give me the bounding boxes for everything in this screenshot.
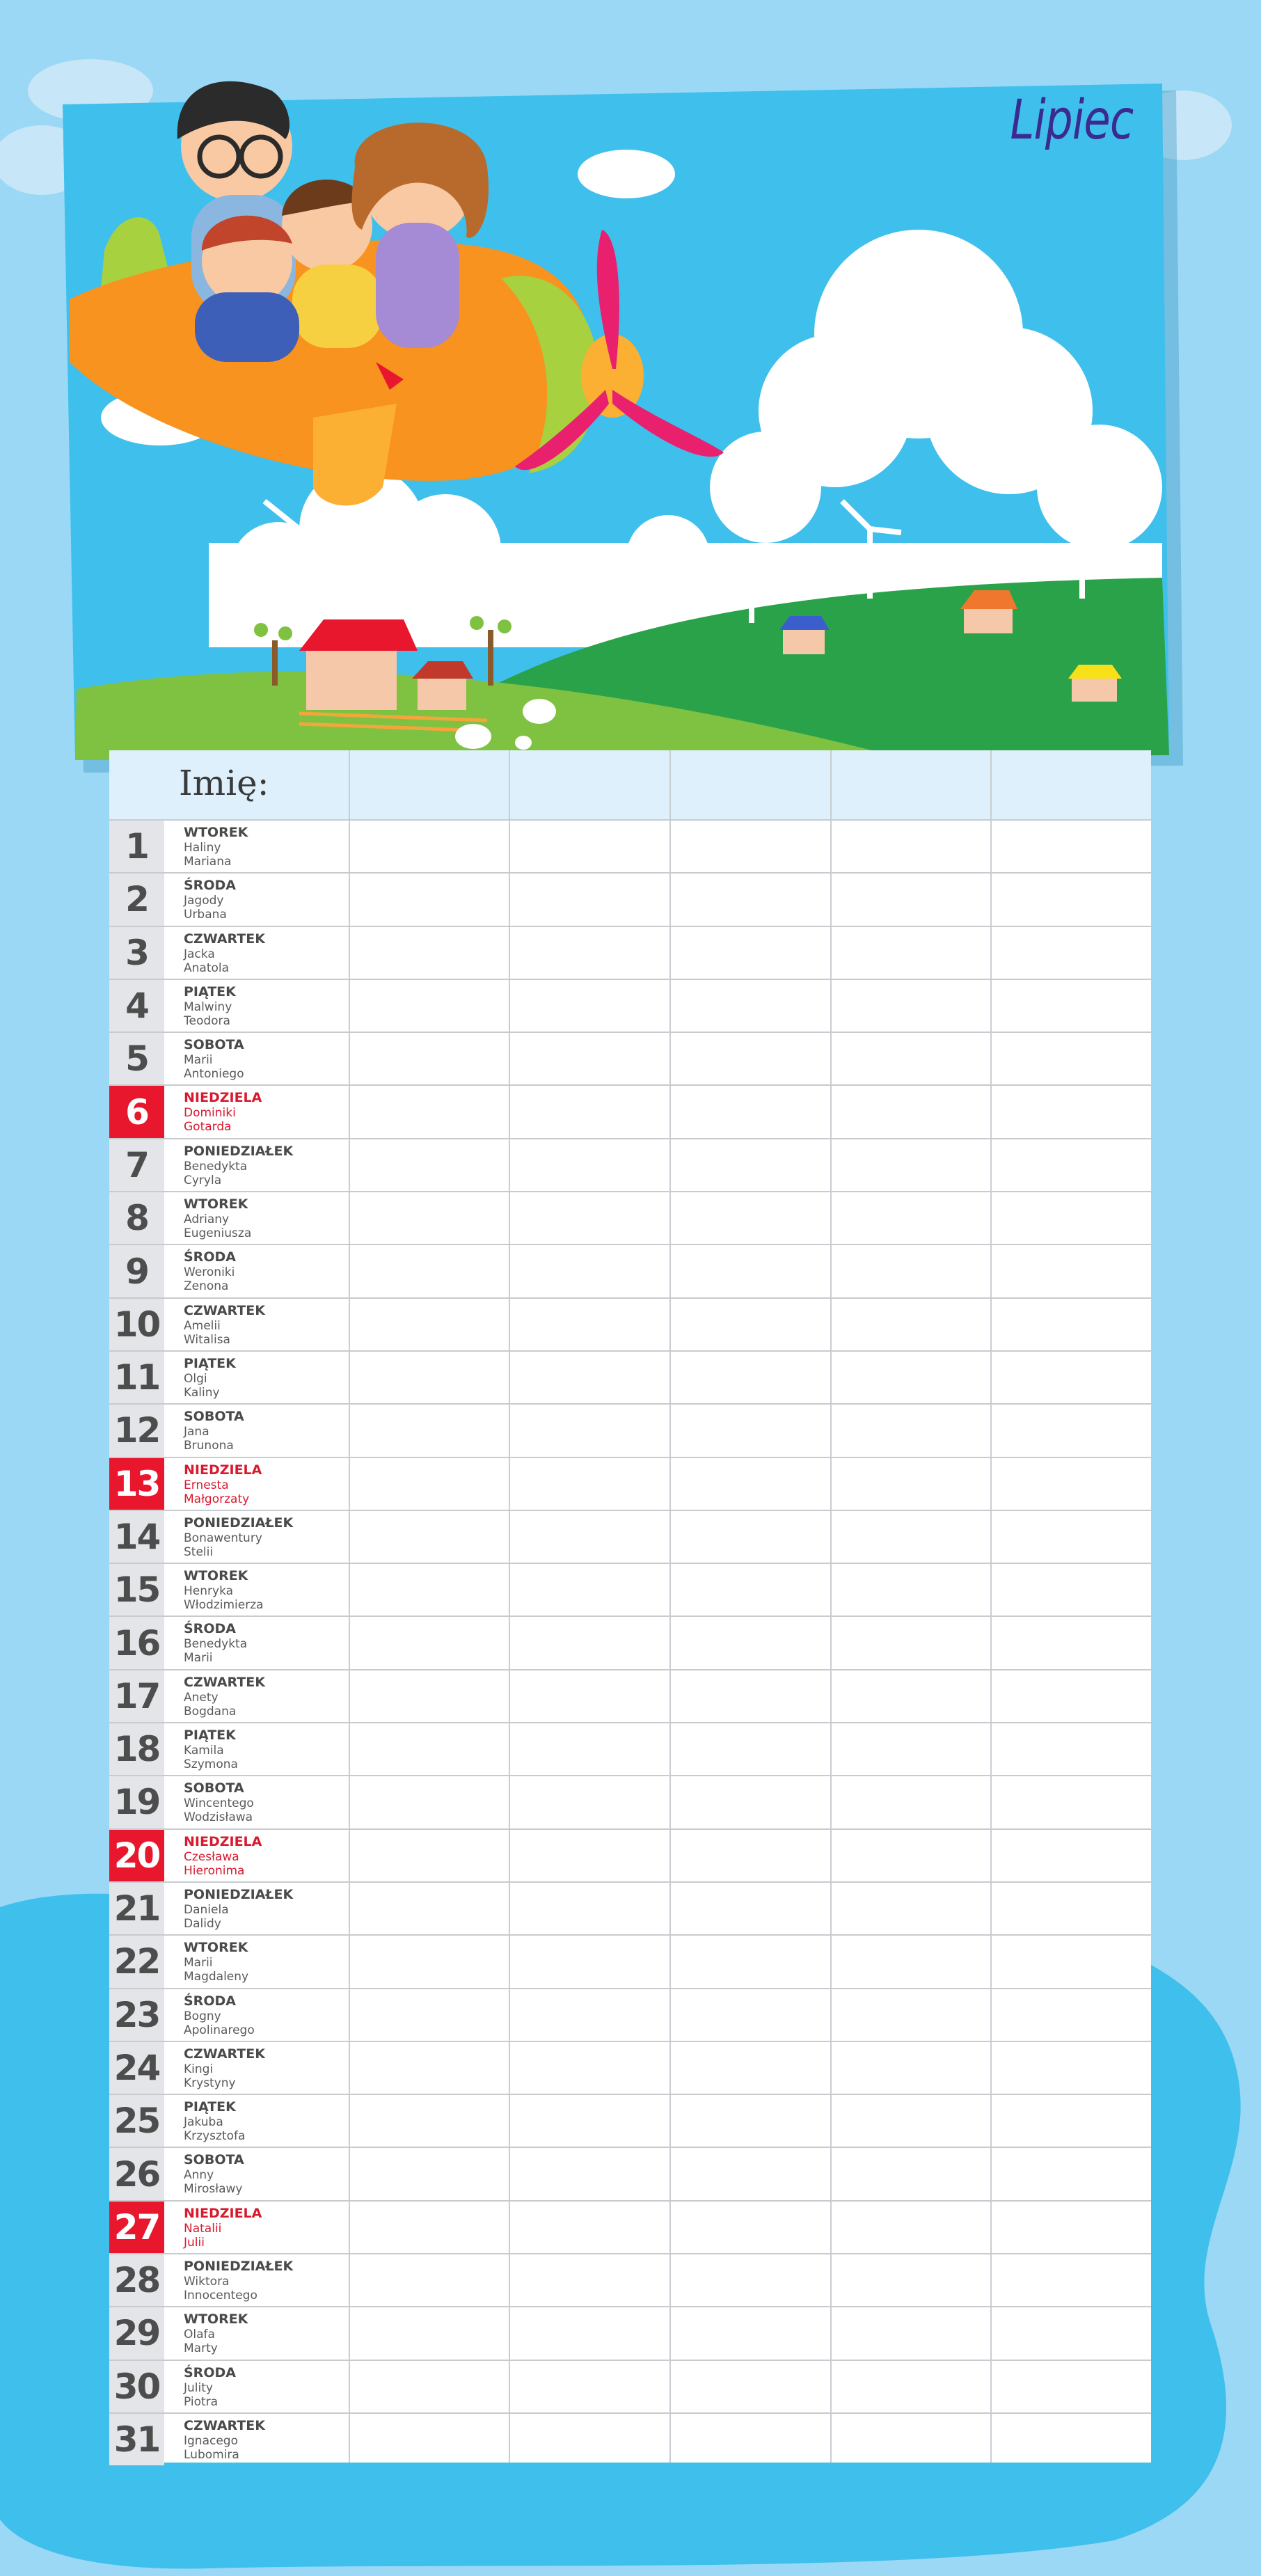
name-day-second: Małgorzaty <box>184 1492 250 1506</box>
name-day-first: Adriany <box>184 1212 230 1227</box>
weekday-label: SOBOTA <box>184 2152 244 2168</box>
name-day-first: Julity <box>184 2380 213 2395</box>
name-day-first: Ignacego <box>184 2433 238 2448</box>
name-day-first: Benedykta <box>184 1159 248 1174</box>
weekday-label: ŚRODA <box>184 878 236 894</box>
day-number: 13 <box>109 1458 164 1510</box>
day-row <box>109 872 1151 925</box>
weekday-label: SOBOTA <box>184 1780 244 1796</box>
day-number: 8 <box>109 1192 164 1244</box>
name-day-second: Hieronima <box>184 1863 245 1878</box>
day-row <box>109 1191 1151 1244</box>
name-day-second: Włodzimierza <box>184 1598 264 1613</box>
weekday-label: PONIEDZIAŁEK <box>184 1515 294 1531</box>
name-day-second: Bogdana <box>184 1704 237 1718</box>
day-row <box>109 2041 1151 2094</box>
weekday-label: NIEDZIELA <box>184 1833 262 1849</box>
weekday-label: CZWARTEK <box>184 931 265 947</box>
weekday-label: SOBOTA <box>184 1409 244 1425</box>
name-day-second: Szymona <box>184 1757 238 1772</box>
name-day-second: Anatola <box>184 961 230 975</box>
day-number: 25 <box>109 2095 164 2147</box>
day-number: 15 <box>109 1564 164 1615</box>
name-day-first: Amelii <box>184 1318 221 1333</box>
weekday-label: CZWARTEK <box>184 2046 265 2062</box>
name-day-second: Eugeniusza <box>184 1226 252 1241</box>
name-day-second: Mariana <box>184 855 232 869</box>
day-row <box>109 1032 1151 1084</box>
day-row <box>109 1138 1151 1191</box>
weekday-label: PIĄTEK <box>184 983 236 999</box>
name-day-second: Kaliny <box>184 1385 220 1400</box>
name-day-first: Czesława <box>184 1849 239 1864</box>
weekday-label: CZWARTEK <box>184 2417 265 2433</box>
weekday-label: ŚRODA <box>184 1621 236 1637</box>
name-day-first: Anny <box>184 2168 214 2183</box>
name-day-first: Wiktora <box>184 2275 230 2289</box>
weekday-label: ŚRODA <box>184 1249 236 1265</box>
name-day-first: Benedykta <box>184 1637 248 1652</box>
day-number: 29 <box>109 2307 164 2359</box>
weekday-label: PIĄTEK <box>184 1728 236 1744</box>
day-row <box>109 1403 1151 1456</box>
weekday-label: WTOREK <box>184 1940 248 1956</box>
name-day-first: Henryka <box>184 1584 234 1599</box>
day-row <box>109 1988 1151 2041</box>
day-row <box>109 2253 1151 2306</box>
weekday-label: CZWARTEK <box>184 1302 265 1318</box>
month-title: Lipiec <box>1010 89 1134 152</box>
name-day-second: Julii <box>184 2235 205 2250</box>
name-day-second: Mirosławy <box>184 2182 243 2197</box>
name-day-second: Marty <box>184 2341 218 2356</box>
day-number: 11 <box>109 1352 164 1403</box>
name-day-first: Malwiny <box>184 999 232 1014</box>
name-day-second: Brunona <box>184 1439 234 1453</box>
name-day-second: Piotra <box>184 2394 219 2409</box>
name-day-first: Marii <box>184 1053 213 1068</box>
name-day-first: Olafa <box>184 2328 215 2342</box>
name-day-second: Cyryla <box>184 1173 222 1187</box>
name-day-first: Jana <box>184 1425 209 1439</box>
day-row <box>109 2094 1151 2147</box>
name-day-first: Anety <box>184 1690 219 1705</box>
day-row <box>109 1297 1151 1350</box>
day-row <box>109 2147 1151 2199</box>
weekday-label: NIEDZIELA <box>184 1090 262 1106</box>
name-day-second: Apolinarego <box>184 2023 255 2037</box>
name-day-second: Gotarda <box>184 1120 232 1135</box>
name-day-first: Haliny <box>184 841 221 855</box>
day-number: 10 <box>109 1299 164 1350</box>
day-number: 26 <box>109 2148 164 2199</box>
name-day-second: Krzysztofa <box>184 2129 246 2144</box>
day-row <box>109 1457 1151 1510</box>
name-day-first: Jakuba <box>184 2115 223 2130</box>
name-day-first: Jagody <box>184 894 224 908</box>
name-day-first: Bogny <box>184 2009 221 2023</box>
weekday-label: SOBOTA <box>184 1037 244 1053</box>
day-number: 27 <box>109 2202 164 2253</box>
weekday-label: WTOREK <box>184 1196 248 1212</box>
name-day-first: Daniela <box>184 1902 229 1917</box>
day-number: 21 <box>109 1883 164 1934</box>
name-day-first: Natalii <box>184 2221 222 2236</box>
day-number: 9 <box>109 1245 164 1297</box>
weekday-label: PONIEDZIAŁEK <box>184 1143 294 1159</box>
day-number: 22 <box>109 1936 164 1987</box>
day-row <box>109 1084 1151 1137</box>
day-number: 6 <box>109 1086 164 1137</box>
day-number: 23 <box>109 1989 164 2041</box>
day-row <box>109 1881 1151 1934</box>
weekday-label: NIEDZIELA <box>184 1462 262 1478</box>
name-day-first: Dominiki <box>184 1106 236 1121</box>
name-day-first: Kamila <box>184 1744 224 1758</box>
day-number: 31 <box>109 2414 164 2465</box>
name-day-second: Magdaleny <box>184 1970 249 1984</box>
weekday-label: PONIEDZIAŁEK <box>184 2259 294 2275</box>
day-row <box>109 1775 1151 1828</box>
day-row <box>109 2200 1151 2253</box>
day-row <box>109 1244 1151 1297</box>
name-day-second: Teodora <box>184 1013 230 1028</box>
weekday-label: CZWARTEK <box>184 1674 265 1690</box>
name-day-first: Ernesta <box>184 1478 229 1492</box>
name-day-first: Wincentego <box>184 1796 254 1811</box>
day-row <box>109 1828 1151 1881</box>
day-row <box>109 1615 1151 1668</box>
weekday-label: NIEDZIELA <box>184 2205 262 2221</box>
day-rows <box>109 819 1151 2465</box>
day-number: 2 <box>109 874 164 925</box>
day-row <box>109 926 1151 979</box>
day-row <box>109 979 1151 1032</box>
day-number: 14 <box>109 1511 164 1563</box>
day-number: 12 <box>109 1405 164 1456</box>
day-row <box>109 2306 1151 2359</box>
name-day-second: Lubomira <box>184 2447 239 2462</box>
name-day-second: Krystyny <box>184 2076 236 2090</box>
name-day-second: Antoniego <box>184 1067 244 1082</box>
day-number: 24 <box>109 2042 164 2094</box>
day-number: 5 <box>109 1033 164 1084</box>
name-day-second: Wodzisława <box>184 1810 253 1825</box>
day-row <box>109 2412 1151 2465</box>
name-day-first: Olgi <box>184 1371 207 1386</box>
day-number: 18 <box>109 1723 164 1775</box>
weekday-label: PIĄTEK <box>184 2099 236 2115</box>
name-day-second: Innocentego <box>184 2289 257 2303</box>
weekday-label: WTOREK <box>184 825 248 840</box>
day-number: 1 <box>109 821 164 872</box>
day-row <box>109 1722 1151 1775</box>
day-row <box>109 1563 1151 1615</box>
day-row <box>109 1934 1151 1987</box>
day-row <box>109 2360 1151 2412</box>
weekday-label: WTOREK <box>184 2312 248 2328</box>
name-day-second: Zenona <box>184 1279 229 1294</box>
name-day-second: Marii <box>184 1651 213 1666</box>
planner-header <box>109 750 1151 819</box>
weekday-label: ŚRODA <box>184 1993 236 2009</box>
name-day-first: Bonawentury <box>184 1531 262 1545</box>
name-day-first: Weroniki <box>184 1265 235 1280</box>
planner-grid <box>109 750 1151 2463</box>
day-number: 7 <box>109 1139 164 1191</box>
name-day-first: Jacka <box>184 947 215 961</box>
name-day-second: Stelii <box>184 1544 214 1559</box>
day-number: 28 <box>109 2254 164 2306</box>
day-number: 4 <box>109 980 164 1032</box>
weekday-label: ŚRODA <box>184 2364 236 2380</box>
name-day-first: Marii <box>184 1956 213 1970</box>
day-row <box>109 1510 1151 1563</box>
name-day-first: Kingi <box>184 2062 214 2076</box>
day-number: 30 <box>109 2361 164 2412</box>
day-row <box>109 819 1151 872</box>
weekday-label: WTOREK <box>184 1568 248 1584</box>
day-number: 16 <box>109 1617 164 1668</box>
name-day-second: Dalidy <box>184 1916 221 1931</box>
name-day-second: Urbana <box>184 908 227 922</box>
day-number: 20 <box>109 1830 164 1881</box>
day-row <box>109 1350 1151 1403</box>
name-label: Imię: <box>179 763 269 803</box>
name-day-second: Witalisa <box>184 1332 230 1347</box>
day-number: 17 <box>109 1670 164 1722</box>
day-number: 3 <box>109 927 164 979</box>
weekday-label: PONIEDZIAŁEK <box>184 1886 294 1902</box>
day-number: 19 <box>109 1776 164 1828</box>
day-row <box>109 1669 1151 1722</box>
weekday-label: PIĄTEK <box>184 1355 236 1371</box>
